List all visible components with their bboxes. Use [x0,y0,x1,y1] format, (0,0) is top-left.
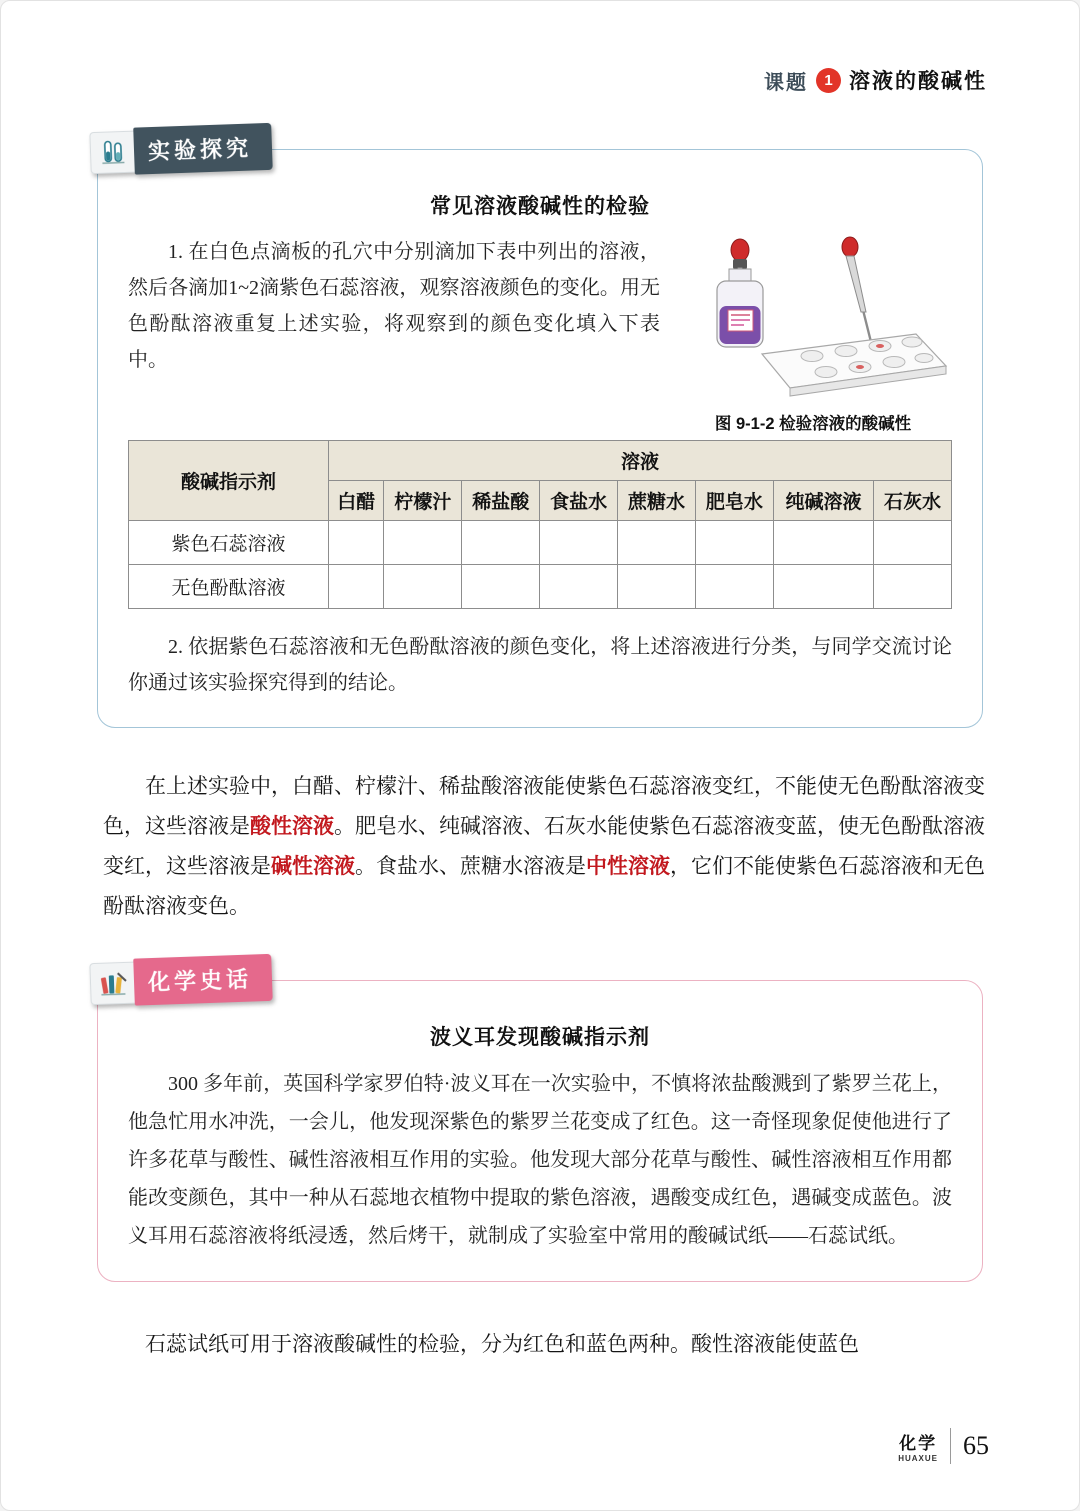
subject-label-en: HUAXUE [898,1454,938,1463]
footer-divider [950,1428,951,1464]
keyword-acidic-solution: 酸性溶液 [250,814,334,838]
figure-caption: 图 9-1-2 检验溶液的酸碱性 [714,415,912,433]
summary-text-2: 。肥皂水、纯碱溶液、石灰水能使紫色石蕊溶液变蓝，使无色酚酞溶液变红，这些溶液是 [103,814,985,878]
summary-paragraph [103,766,985,926]
summary-text-3: 。食盐水、蔗糖水溶液是 [355,854,586,878]
col-header-vinegar: 白醋 [329,481,384,521]
experiment-title: 常见溶液酸碱性的检验 [430,195,650,218]
history-paragraph: 300 多年前，英国科学家罗伯特·波义耳在一次实验中，不慎将浓盐酸溅到了紫罗兰花上，他急忙用水冲洗，一会儿，他发现深紫色的紫罗兰花变成了红色。这一奇怪现象促使他进行了许多花草与酸性、碱性溶液相互作用的实验。他发现大部分花草与酸性、碱性溶液相互作用都能改变颜色，其中一种从石蕊地衣植物中提取的紫色溶液，遇酸变成红色，遇碱变成蓝色。波义耳用石蕊溶液将纸浸透，然后烤干，就制成了实验室中常用的酸碱试纸——石蕊试纸。 [128,1073,952,1247]
empty-cell [695,521,773,565]
history-badge [89,954,273,1007]
experiment-badge-label: 实验探究 [133,123,273,175]
page-header [1,1,1079,95]
empty-cell [384,521,462,565]
empty-cell [874,521,952,565]
empty-cell [618,565,696,609]
empty-cell [540,521,618,565]
lesson-title: 溶液的酸碱性 [849,70,987,93]
summary-text-4: ，它们不能使紫色石蕊溶液和无色酚酞溶液变色。 [103,854,985,918]
empty-cell [773,521,873,565]
empty-cell [462,565,540,609]
summary-text-1: 在上述实验中，白醋、柠檬汁、稀盐酸溶液能使紫色石蕊溶液变红，不能使无色酚酞溶液变色，这些溶液是 [103,774,985,838]
col-header-soda-solution: 纯碱溶液 [773,481,873,521]
col-header-soap-water: 肥皂水 [695,481,773,521]
experiment-step-1: 1. 在白色点滴板的孔穴中分别滴加下表中列出的溶液，然后各滴加1~2滴紫色石蕊溶液，观察溶液颜色的变化。用无色酚酞溶液重复上述实验，将观察到的颜色变化填入下表中。 [128,241,660,371]
history-badge-label: 化学史话 [133,954,273,1006]
empty-cell [462,521,540,565]
empty-cell [329,521,384,565]
empty-cell [874,565,952,609]
col-header-lemon-juice: 柠檬汁 [384,481,462,521]
indicator-table [128,440,952,609]
col-header-limewater: 石灰水 [874,481,952,521]
empty-cell [384,565,462,609]
empty-cell [540,565,618,609]
indicator-column-header: 酸碱指示剂 [129,441,329,521]
keyword-neutral-solution: 中性溶液 [586,854,670,878]
history-title: 波义耳发现酸碱指示剂 [430,1026,650,1049]
row-label-litmus: 紫色石蕊溶液 [129,521,329,565]
empty-cell [618,521,696,565]
solution-group-header: 溶液 [329,441,952,481]
test-tubes-icon [89,130,136,174]
table-row-litmus [129,521,952,565]
col-header-salt-water: 食盐水 [540,481,618,521]
experiment-badge [89,123,273,176]
closing-paragraph: 石蕊试纸可用于溶液酸碱性的检验，分为红色和蓝色两种。酸性溶液能使蓝色 [145,1332,859,1356]
empty-cell [695,565,773,609]
table-row-phenolphthalein [129,565,952,609]
page-footer [898,1428,989,1464]
lesson-number-badge: 1 [816,68,841,93]
col-header-sugar-water: 蔗糖水 [618,481,696,521]
course-kicker: 课题 [764,71,808,94]
figure-9-1-2 [674,234,952,434]
col-header-dilute-hcl: 稀盐酸 [462,481,540,521]
empty-cell [329,565,384,609]
history-box [97,966,983,1282]
experiment-box [97,135,983,728]
experiment-step-2: 2. 依据紫色石蕊溶液和无色酚酞溶液的颜色变化，将上述溶液进行分类，与同学交流讨论你通过该实验探究得到的结论。 [128,636,952,694]
books-icon [89,961,136,1005]
keyword-basic-solution: 碱性溶液 [271,854,355,878]
subject-block [898,1429,938,1463]
row-label-phenolphthalein: 无色酚酞溶液 [129,565,329,609]
dropper-and-spot-plate-illustration [674,234,952,402]
empty-cell [773,565,873,609]
subject-label-cn: 化学 [899,1434,938,1453]
page-number: 65 [963,1431,989,1460]
